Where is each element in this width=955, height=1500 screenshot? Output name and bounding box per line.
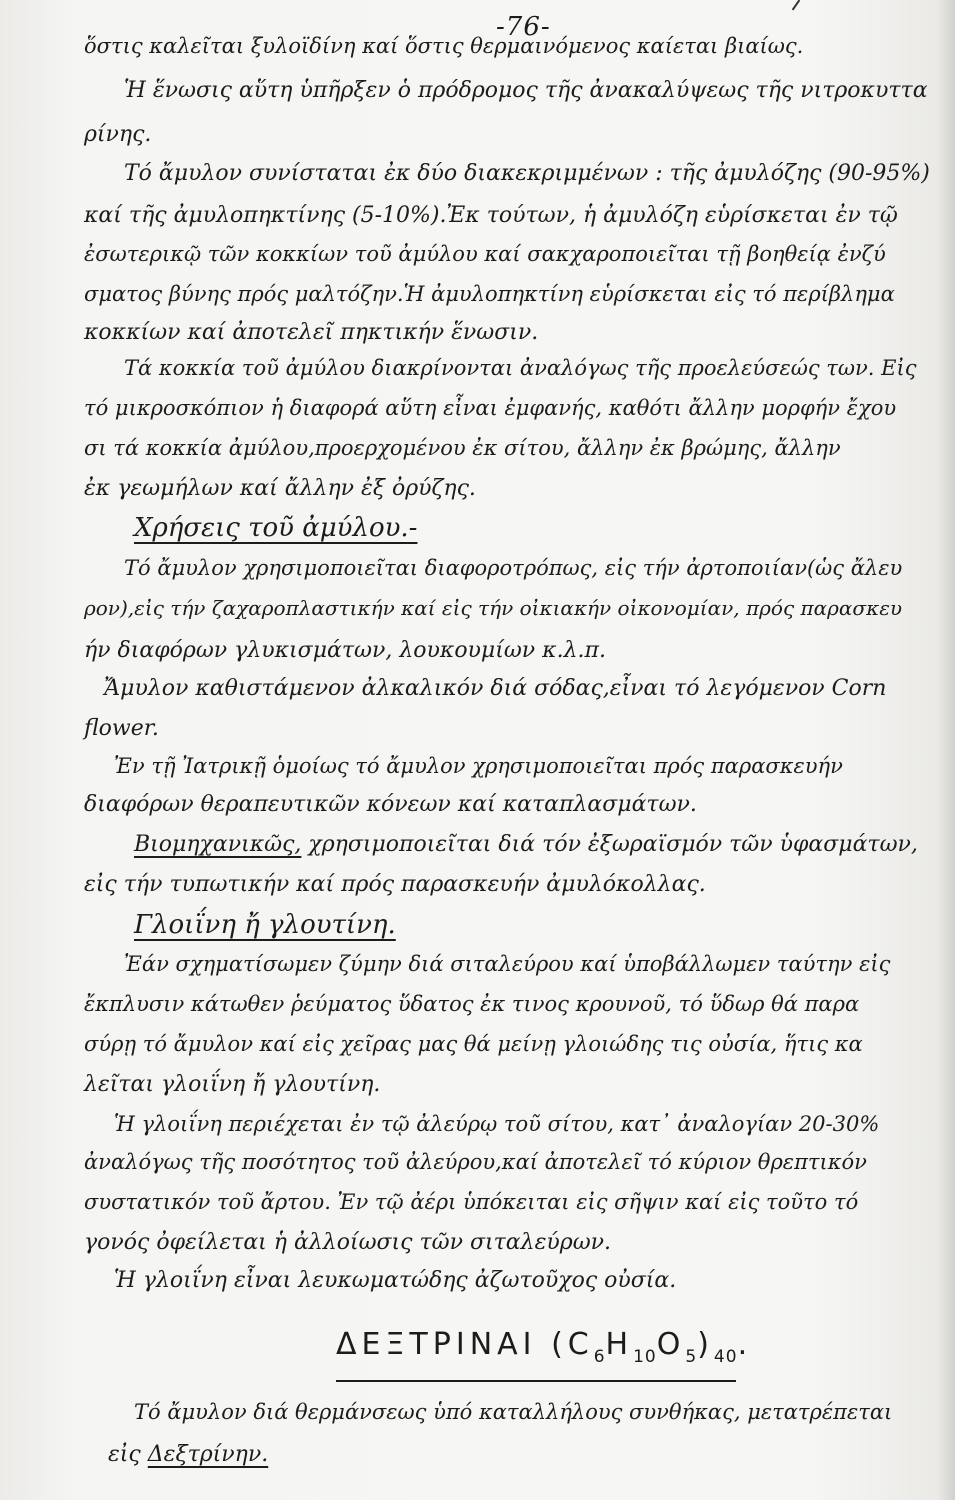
- text-line: ὅστις καλεῖται ξυλοϊδίνη καί ὅστις θερμαινόμενος καίεται βιαίως.: [84, 34, 804, 58]
- text-line: καί τῆς ἀμυλοπηκτίνης (5-10%).Ἐκ τούτων, ἡ ἀμυλόζη εὑρίσκεται ἐν τῷ: [84, 203, 898, 228]
- text-line: Ἡ γλοιΐνη περιέχεται ἐν τῷ ἀλεύρῳ τοῦ σίτου, κατ᾽ ἀναλογίαν 20-30%: [114, 1112, 880, 1136]
- formula-h: H: [605, 1327, 634, 1362]
- formula-subscript: 10: [633, 1347, 657, 1367]
- text-line: ρίνης.: [84, 122, 152, 147]
- text-line: ήν διαφόρων γλυκισμάτων, λουκουμίων κ.λ.π.: [84, 638, 606, 663]
- text-line: [134, 834, 918, 856]
- pencil-mark: [792, 0, 801, 10]
- formula-open: (C: [551, 1327, 594, 1362]
- text-line: σματος βύνης πρός μαλτόζην.Ἡ ἀμυλοπηκτίνη εὑρίσκεται εἰς τό περίβλημα: [84, 282, 895, 306]
- text-line: ἔκπλυσιν κάτωθεν ῥεύματος ὕδατος ἐκ τινος κρουνοῦ, τό ὕδωρ θά παρα: [84, 992, 860, 1016]
- formula-o: O: [656, 1327, 686, 1362]
- text-line: γονός ὀφείλεται ἡ ἀλλοίωσις τῶν σιταλεύρων.: [84, 1230, 612, 1255]
- title-underline: [336, 1380, 736, 1382]
- text-line: τό μικροσκόπιον ἡ διαφορά αὕτη εἶναι ἐμφανής, καθότι ἄλλην μορφήν ἔχου: [84, 396, 897, 420]
- text-line: ἐκ γεωμήλων καί ἄλλην ἐξ ὀρύζης.: [84, 476, 476, 501]
- text-span: εἰς: [108, 1442, 141, 1467]
- text-line: Ἐν τῇ Ἰατρικῇ ὁμοίως τό ἄμυλον χρησιμοποιεῖται πρός παρασκευήν: [114, 754, 843, 778]
- section-heading-gluten: Γλοιΐνη ἤ γλουτίνη.: [134, 910, 396, 940]
- text-line: σύρῃ τό ἄμυλον καί εἰς χεῖρας μας θά μείνῃ γλοιώδης τις οὐσία, ἥτις κα: [84, 1032, 863, 1056]
- text-line: ἀναλόγως τῆς ποσότητος τοῦ ἀλεύρου,καί ἀποτελεῖ τό κύριον θρεπτικόν: [84, 1150, 867, 1174]
- text-line: Ἐάν σχηματίσωμεν ζύμην διά σιταλεύρου καί ὑποβάλλωμεν ταύτην εἰς: [124, 952, 891, 976]
- text-line: συστατικόν τοῦ ἄρτου. Ἐν τῷ ἀέρι ὑπόκειται εἰς σῆψιν καί εἰς τοῦτο τό: [84, 1190, 859, 1214]
- text-line: [108, 1444, 268, 1466]
- title-period: .: [737, 1327, 753, 1362]
- text-line: Τό ἄμυλον χρησιμοποιεῖται διαφοροτρόπως, εἰς τήν ἀρτοποιίαν(ὡς ἄλευ: [124, 556, 903, 580]
- text-line: Ἡ ἕνωσις αὕτη ὑπῆρξεν ὁ πρόδρομος τῆς ἀνακαλύψεως τῆς νιτροκυττα: [124, 78, 928, 103]
- page-edge-shadow: [937, 0, 955, 1500]
- section-heading-uses: Χρήσεις τοῦ ἀμύλου.-: [134, 513, 418, 543]
- text-line: ἐσωτερικῷ τῶν κοκκίων τοῦ ἀμύλου καί σακχαροποιεῖται τῇ βοηθείᾳ ἐνζύ: [84, 242, 886, 266]
- text-span: χρησιμοποιεῖται διά τόν ἐξωραϊσμόν τῶν ὑφασμάτων,: [308, 832, 918, 857]
- text-line: Ἡ γλοιΐνη εἶναι λευκωματώδης ἀζωτοῦχος οὐσία.: [114, 1268, 677, 1293]
- text-line: Τά κοκκία τοῦ ἀμύλου διακρίνονται ἀναλόγως τῆς προελεύσεώς των. Εἰς: [124, 356, 917, 380]
- formula-subscript: 40: [713, 1347, 738, 1367]
- text-line: εἰς τήν τυπωτικήν καί πρός παρασκευήν ἀμυλόκολλας.: [84, 872, 706, 897]
- text-line: Τό ἄμυλον συνίσταται ἐκ δύο διακεκριμμένων : τῆς ἀμυλόζης (90-95%): [124, 161, 930, 186]
- text-line: λεῖται γλοιΐνη ἤ γλουτίνη.: [84, 1072, 381, 1097]
- text-line: flower.: [84, 716, 159, 741]
- text-line: Ἄμυλον καθιστάμενον ἀλκαλικόν διά σόδας,εἶναι τό λεγόμενον Corn: [104, 676, 887, 701]
- page-number: -76-: [496, 12, 551, 42]
- formula-close: ): [697, 1327, 714, 1362]
- text-line: διαφόρων θεραπευτικῶν κόνεων καί καταπλασμάτων.: [84, 792, 697, 817]
- formula-subscript: 6: [593, 1347, 606, 1367]
- text-line: σι τά κοκκία ἀμύλου,προερχομένου ἐκ σίτου, ἄλλην ἐκ βρώμης, ἄλλην: [84, 436, 841, 460]
- dextrin-link-text: Δεξτρίνην.: [147, 1442, 269, 1467]
- text-line: κοκκίων καί ἀποτελεῖ πηκτικήν ἕνωσιν.: [84, 320, 539, 345]
- text-line: ρον),εἰς τήν ζαχαροπλαστικήν καί εἰς τήν οἰκιακήν οἰκονομίαν, πρός παρασκευ: [84, 596, 903, 620]
- section-title-dextrins: [336, 1327, 753, 1367]
- title-text: ΔΕΞΤΡΙΝΑΙ: [336, 1327, 537, 1362]
- text-line: Τό ἄμυλον διά θερμάνσεως ὑπό καταλλήλους συνθήκας, μετατρέπεται: [134, 1400, 893, 1424]
- formula-subscript: 5: [685, 1347, 698, 1367]
- industrial-heading: Βιομηχανικῶς,: [134, 832, 302, 857]
